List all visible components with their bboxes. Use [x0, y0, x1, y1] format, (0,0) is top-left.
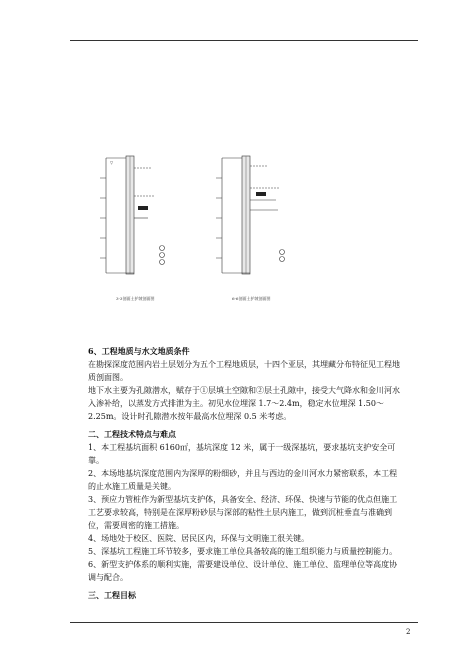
feature-item-2: 2、本场地基坑深度范围内为深厚的粉细砂，并且与西边的金川河水力紧密联系，本工程的止水施工质量是关键。: [88, 469, 398, 491]
geology-paragraph-1: 在勘探深度范围内岩土层划分为五个工程地质层，十四个亚层，其埋藏分布特征见工程地质剖面图。: [88, 360, 400, 382]
document-body: [88, 345, 404, 602]
feature-item-4: 4、场地处于校区、医院、居民区内，环保与文明施工很关键。: [88, 534, 310, 543]
figure-left-caption: 3-3剖面土护坡剖面图: [116, 296, 155, 301]
footer-rule: [70, 622, 418, 623]
geology-paragraph-2: 地下水主要为孔隙潜水，赋存于①层填土空隙和②层土孔隙中，接受大气降水和金川河水入渗补给，以蒸发方式排泄为主。初见水位埋深 1.7～2.4m，稳定水位埋深 1.50～2.25m。设计时孔隙潜水按年最高水位埋深 0.5 米考虑。: [88, 386, 400, 421]
figure-right-section-drawing: [210, 148, 320, 288]
goals-heading: 三、工程目标: [88, 590, 136, 600]
figure-right-caption: 6-6剖面土护坡剖面图: [232, 296, 271, 301]
svg-text:▽: ▽: [110, 160, 114, 165]
feature-item-3: 3、预应力管桩作为新型基坑支护体，具备安全、经济、环保、快速与节能的优点但施工工艺要求较高，特别是在深厚粉砂层与深部的粘性土层内施工，做到沉桩垂直与准确到位，需要周密的施工措施。: [88, 495, 398, 530]
feature-item-5: 5、深基坑工程施工环节较多，要求施工单位具备较高的施工组织能力与质量控制能力。: [88, 547, 398, 556]
geology-heading: 6、工程地质与水文地质条件: [88, 346, 190, 356]
feature-item-1: 1、本工程基坑面积 6160㎡，基坑深度 12 米，属于一级深基坑，要求基坑支护安全可靠。: [88, 443, 396, 465]
figure-left-section-drawing: [92, 148, 202, 288]
page-number: 2: [406, 628, 411, 636]
header-rule: [70, 40, 418, 41]
feature-item-6: 6、新型支护体系的顺利实施，需要建设单位、设计单位、施工单位、监理单位等高度协调与配合。: [88, 560, 398, 582]
features-heading: 二、工程技术特点与难点: [88, 429, 176, 439]
